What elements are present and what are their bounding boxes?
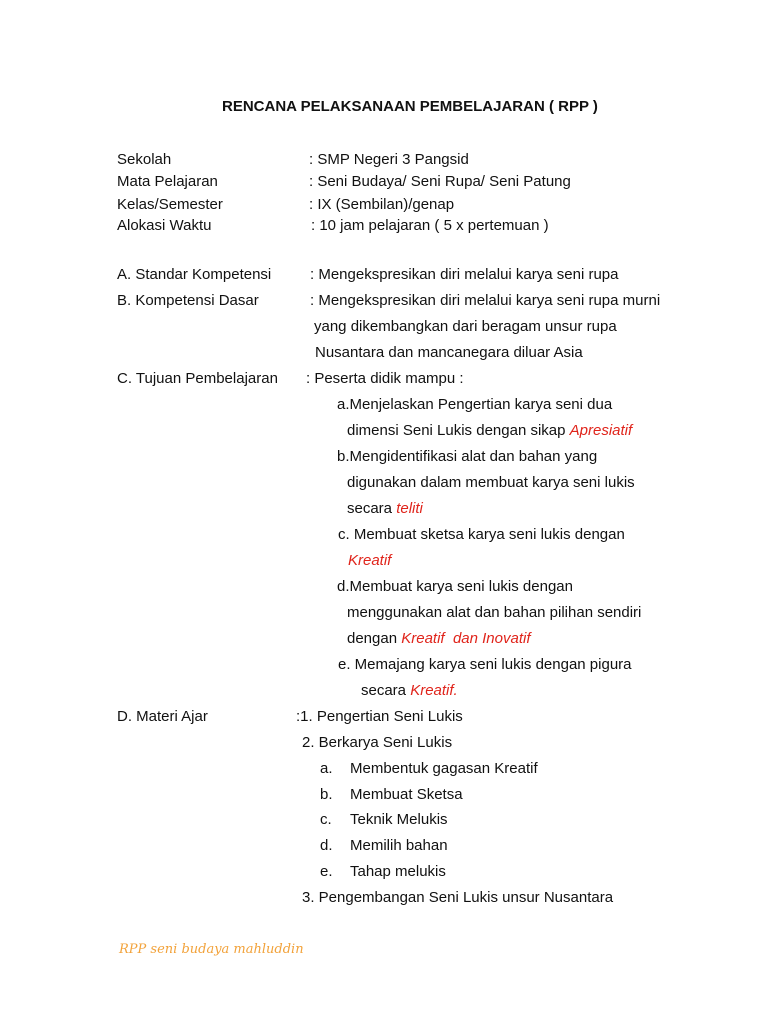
identity-value-kelas: : IX (Sembilan)/genap <box>309 196 455 213</box>
objective-b-attitude: teliti <box>396 500 423 517</box>
objective-d-line3: dengan Kreatif dan Inovatif <box>347 630 531 647</box>
section-b-line2: yang dikembangkan dari beragam unsur rupa <box>314 318 617 335</box>
materi-sub-item: Teknik Melukis <box>350 811 448 828</box>
section-d-label: D. Materi Ajar <box>117 708 208 725</box>
identity-label-sekolah: Sekolah <box>117 151 172 168</box>
materi-item-2: 2. Berkarya Seni Lukis <box>302 734 453 751</box>
section-b-label: B. Kompetensi Dasar <box>117 292 259 309</box>
objective-c-line1: c. Membuat sketsa karya seni lukis dengan <box>338 526 625 543</box>
objective-d-attitude-1: Kreatif <box>401 630 445 647</box>
objective-e-attitude: Kreatif. <box>410 682 458 699</box>
identity-value-mapel: : Seni Budaya/ Seni Rupa/ Seni Patung <box>309 173 571 190</box>
materi-sub-letter: b. <box>320 786 333 803</box>
identity-value-sekolah: : SMP Negeri 3 Pangsid <box>309 151 469 168</box>
identity-value-alokasi: : 10 jam pelajaran ( 5 x pertemuan ) <box>311 217 549 234</box>
section-a-value: : Mengekspresikan diri melalui karya seni rupa <box>310 266 619 283</box>
materi-sub-item: Memilih bahan <box>350 837 448 854</box>
page-number: 1 <box>725 968 738 993</box>
objective-c-attitude: Kreatif <box>348 552 392 569</box>
materi-sub-letter: e. <box>320 863 333 880</box>
objective-d-line1: d.Membuat karya seni lukis dengan <box>337 578 573 595</box>
document-title: RENCANA PELAKSANAAN PEMBELAJARAN ( RPP ) <box>222 98 598 115</box>
objective-d-attitude-2: Inovatif <box>482 630 531 647</box>
section-b-line1: : Mengekspresikan diri melalui karya seni rupa murni <box>310 292 661 309</box>
objective-b-line1: b.Mengidentifikasi alat dan bahan yang <box>337 448 598 465</box>
materi-sub-letter: a. <box>320 760 333 777</box>
objective-b-line2: digunakan dalam membuat karya seni lukis <box>347 474 635 491</box>
section-c-intro: : Peserta didik mampu : <box>306 370 464 387</box>
footer-signature: RPP seni budaya mahluddin <box>119 942 304 957</box>
section-c-label: C. Tujuan Pembelajaran <box>117 370 278 387</box>
materi-sub-item: Tahap melukis <box>350 863 446 880</box>
identity-label-kelas: Kelas/Semester <box>117 196 223 213</box>
objective-e-line1: e. Memajang karya seni lukis dengan pigura <box>338 656 632 673</box>
objective-a-line2: dimensi Seni Lukis dengan sikap Apresiatif <box>347 422 633 439</box>
section-b-line3: Nusantara dan mancanegara diluar Asia <box>315 344 583 361</box>
objective-e-line2: secara Kreatif. <box>361 682 458 699</box>
materi-sub-letter: d. <box>320 837 333 854</box>
objective-b-line3: secara teliti <box>347 500 423 517</box>
materi-sub-item: Membuat Sketsa <box>350 786 463 803</box>
section-a-label: A. Standar Kompetensi <box>117 266 272 283</box>
materi-item-3: 3. Pengembangan Seni Lukis unsur Nusantara <box>302 889 614 906</box>
identity-label-mapel: Mata Pelajaran <box>117 173 218 190</box>
objective-a-attitude: Apresiatif <box>569 422 633 439</box>
identity-label-alokasi: Alokasi Waktu <box>117 217 212 234</box>
objective-a-line1: a.Menjelaskan Pengertian karya seni dua <box>337 396 613 413</box>
materi-item-1: :1. Pengertian Seni Lukis <box>296 708 463 725</box>
objective-d-line2: menggunakan alat dan bahan pilihan sendiri <box>347 604 642 621</box>
materi-sub-letter: c. <box>320 811 332 828</box>
materi-sub-item: Membentuk gagasan Kreatif <box>350 760 538 777</box>
